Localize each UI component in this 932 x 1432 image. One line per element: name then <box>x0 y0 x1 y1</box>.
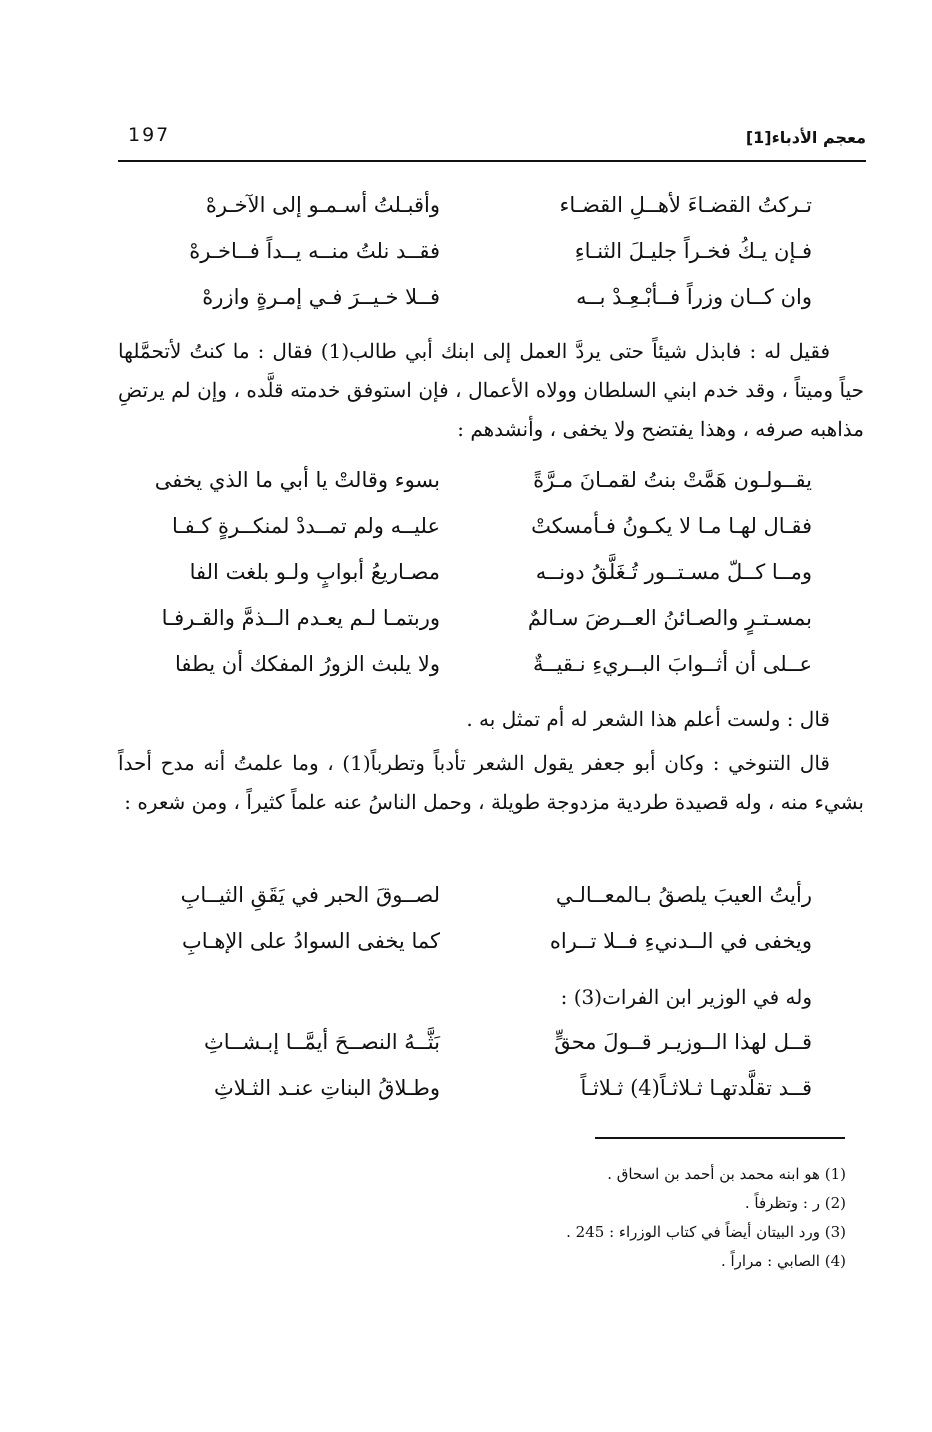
verse-line <box>120 514 812 560</box>
verse-second-hemistich: وأقبـلتُ أسـمـو إلى الآخـرهْ <box>205 193 440 217</box>
paragraph-text: قال التنوخي : وكان أبو جعفر يقول الشعر تأدباً وتطرباً(1) ، وما علمتُ أنه مدح أحداً بشيء منه ، وله قصيدة طردية مزدوجة طويلة ، وحمل الناسُ عنه علماً كثيراً ، ومن شعره : <box>118 751 864 814</box>
verse-second-hemistich: مصـاريعُ أبوابٍ ولـو بلغت الفا <box>189 560 440 584</box>
verse-line <box>120 883 812 929</box>
footnotes <box>246 1160 846 1276</box>
verse-second-hemistich: بَثَّــهُ النصــحَ أيمَّــا إبـشــاثِ <box>204 1030 440 1054</box>
verse-first-hemistich: بمسـتـرٍ والصـائنُ العــرضَ سـالمٌ <box>527 606 812 630</box>
poem-4 <box>120 1030 812 1122</box>
verse-line <box>120 652 812 698</box>
poem-3 <box>120 883 812 975</box>
page-number: 197 <box>128 124 171 146</box>
verse-first-hemistich: تـركتُ القضـاءَ لأهــلِ القضـاء <box>559 193 812 217</box>
verse-line <box>120 929 812 975</box>
verse-second-hemistich: وطـلاقُ البناتِ عنـد الثـلاثِ <box>214 1076 440 1100</box>
verse-second-hemistich: عليــه ولم تمــددْ لمنكــرةٍ كـفـا <box>172 514 440 538</box>
verse-first-hemistich: قــد تقلَّدتهـا ثـلاثـاً(4) ثـلاثـاً <box>580 1076 812 1100</box>
verse-second-hemistich: لصــوقَ الحبر في يَقَقِ الثيــابِ <box>180 883 440 907</box>
paragraph-3 <box>118 744 864 822</box>
verse-first-hemistich: وان كــان وزراً فــأبْـعِـدْ بــه <box>576 285 812 309</box>
verse-first-hemistich: قــل لهذا الــوزيـر قــولَ محقٍّ <box>554 1030 812 1054</box>
poem-4-intro: وله في الوزير ابن الفرات(3) : <box>560 985 812 1009</box>
verse-second-hemistich: كما يخفى السوادُ على الإهـابِ <box>182 929 440 953</box>
verse-line <box>120 1030 812 1076</box>
verse-second-hemistich: وربتمـا لـم يعـدم الــذمَّ والقـرفـا <box>161 606 440 630</box>
verse-line <box>120 239 812 285</box>
poem-1 <box>120 193 812 331</box>
verse-second-hemistich: فقــد نلتُ منــه يــداً فــاخـرهْ <box>189 239 440 263</box>
paragraph-2 <box>118 700 864 739</box>
verse-second-hemistich: فــلا خـيــرَ فـي إمـرةٍ وازرهْ <box>202 285 440 309</box>
verse-first-hemistich: رأيتُ العيبَ يلصقُ بـالمعــالـي <box>555 883 812 907</box>
paragraph-text: فقيل له : فابذل شيئاً حتى يردَّ العمل إلى ابنك أبي طالب(1) فقال : ما كنتُ لأتحمَّلها حياً وميتاً ، وقد خدم ابني السلطان وولاه الأعمال ، فإن استوفق خدمته قلَّده ، وإن لم يرتضِ مذاهبه صرفه ، وهذا يفتضح ولا يخفى ، وأنشدهم : <box>118 339 864 441</box>
footnote-3: (3) ورد البيتان أيضاً في كتاب الوزراء : 245 . <box>566 1223 846 1241</box>
footnote-1: (1) هو ابنه محمد بن أحمد بن اسحاق . <box>607 1165 846 1183</box>
verse-first-hemistich: ويخفى في الــدنيءِ فــلا تــراه <box>549 929 812 953</box>
verse-line <box>120 285 812 331</box>
verse-second-hemistich: بسوء وقالتْ يا أبي ما الذي يخفى <box>154 468 440 492</box>
footnote-2: (2) ر : وتظرفاً . <box>744 1194 846 1212</box>
verse-line <box>120 193 812 239</box>
verse-first-hemistich: فـإن يـكُ فخـراً جليـلَ الثنـاءِ <box>574 239 812 263</box>
verse-line <box>120 468 812 514</box>
poem-2 <box>120 468 812 698</box>
paragraph-text: قال : ولست أعلم هذا الشعر له أم تمثل به . <box>466 707 830 731</box>
verse-line <box>120 560 812 606</box>
verse-second-hemistich: ولا يلبث الزورُ المفكك أن يطفا <box>175 652 440 676</box>
verse-first-hemistich: عــلى أن أثــوابَ البــريءِ نـقيــةٌ <box>533 652 812 676</box>
verse-first-hemistich: يقــولـون هَمَّتْ بنتُ لقمـانَ مـرَّةً <box>533 468 812 492</box>
running-title: معجم الأدباء[1] <box>745 128 866 147</box>
footnote-rule <box>595 1137 845 1139</box>
paragraph-1 <box>118 332 864 449</box>
header-rule <box>118 160 866 162</box>
verse-line <box>120 1076 812 1122</box>
verse-first-hemistich: فقـال لهـا مـا لا يكـونُ فـأمسكتْ <box>531 514 812 538</box>
footnote-4: (4) الصابي : مراراً . <box>720 1252 846 1270</box>
verse-line <box>120 606 812 652</box>
verse-first-hemistich: ومــا كــلّ مسـتــور تُـغَلَّقُ دونــه <box>535 560 812 584</box>
